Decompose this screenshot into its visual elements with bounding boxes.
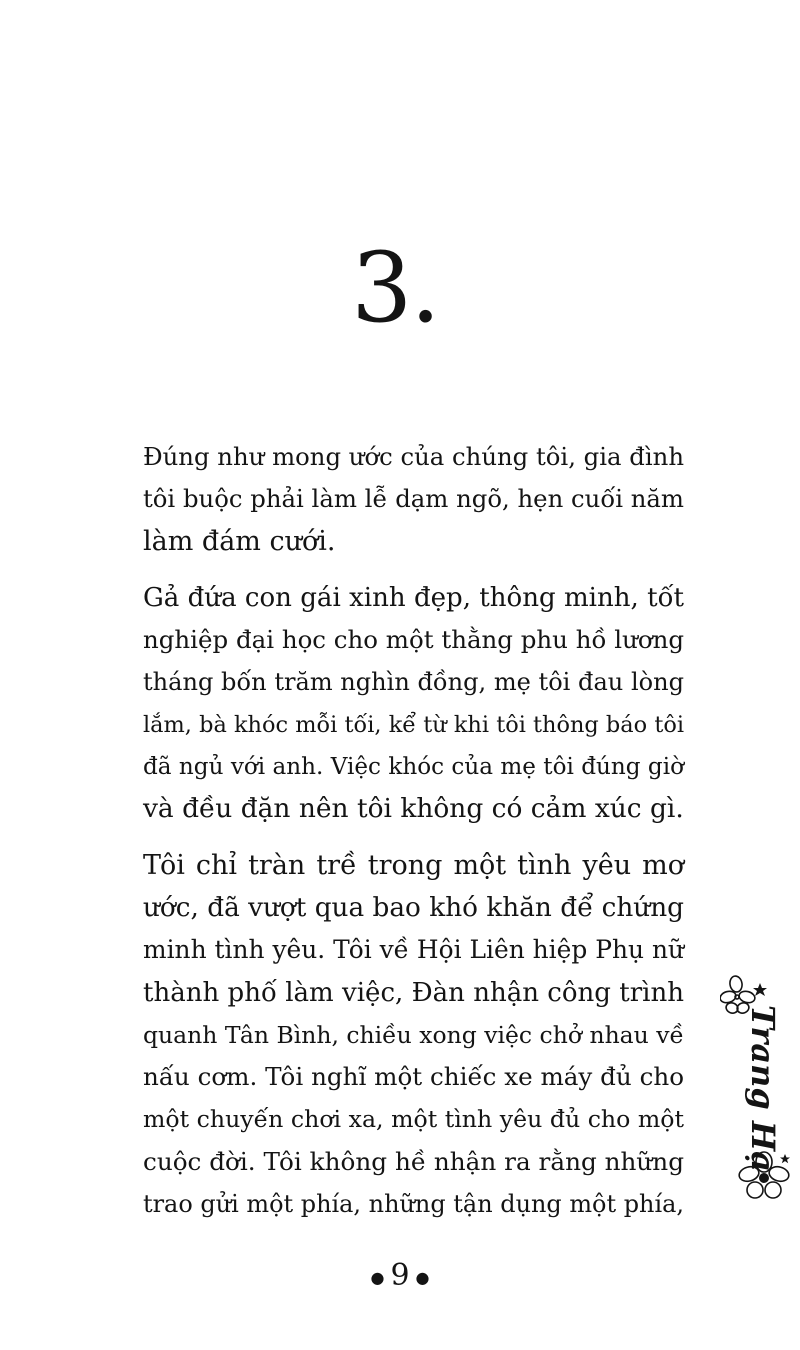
chapter-number: 3. xyxy=(351,232,439,344)
text-line: Đúng như mong ước của chúng tôi, gia đình xyxy=(143,442,684,471)
flower-icon xyxy=(736,1151,792,1203)
text-line: làm đám cưới. xyxy=(143,525,336,557)
text-line: nghiệp đại học cho một thằng phu hồ lương xyxy=(143,625,684,655)
bullet-icon: ● xyxy=(415,1267,430,1287)
text-line: minh tình yêu. Tôi về Hội Liên hiệp Phụ nữ xyxy=(143,935,684,965)
text-line: một chuyến chơi xa, một tình yêu đủ cho một xyxy=(143,1105,684,1134)
page-number xyxy=(0,1258,800,1293)
text-line: trao gửi một phía, những tận dụng một phía, xyxy=(143,1190,684,1219)
paragraph-1 xyxy=(143,436,684,563)
text-line: Tôi chỉ tràn trề trong một tình yêu mơ xyxy=(143,849,684,881)
text-line: lắm, bà khóc mỗi tối, kể từ khi tôi thông báo tôi xyxy=(143,711,684,738)
text-line: cuộc đời. Tôi không hề nhận ra rằng những xyxy=(143,1146,684,1176)
bullet-icon: ● xyxy=(370,1267,385,1287)
body-text xyxy=(143,436,684,1239)
text-line: ước, đã vượt qua bao khó khăn để chứng xyxy=(143,892,684,923)
author-name: Trang Hạ xyxy=(744,1005,782,1172)
side-author-mark xyxy=(720,975,800,1205)
text-line: và đều đặn nên tôi không có cảm xúc gì. xyxy=(143,793,684,825)
text-line: tháng bốn trăm nghìn đồng, mẹ tôi đau lòng xyxy=(143,668,684,697)
text-line: nấu cơm. Tôi nghĩ một chiếc xe máy đủ cho xyxy=(143,1062,684,1092)
text-line: thành phố làm việc, Đàn nhận công trình xyxy=(143,977,684,1008)
text-line: Gả đứa con gái xinh đẹp, thông minh, tốt xyxy=(143,582,684,613)
paragraph-2 xyxy=(143,577,684,831)
text-line: tôi buộc phải làm lễ dạm ngõ, hẹn cuối năm xyxy=(143,484,684,514)
paragraph-3 xyxy=(143,845,684,1226)
page-number-value: 9 xyxy=(390,1258,410,1293)
text-line: đã ngủ với anh. Việc khóc của mẹ tôi đúng giờ xyxy=(143,754,684,781)
text-line: quanh Tân Bình, chiều xong việc chở nhau về xyxy=(143,1020,684,1049)
